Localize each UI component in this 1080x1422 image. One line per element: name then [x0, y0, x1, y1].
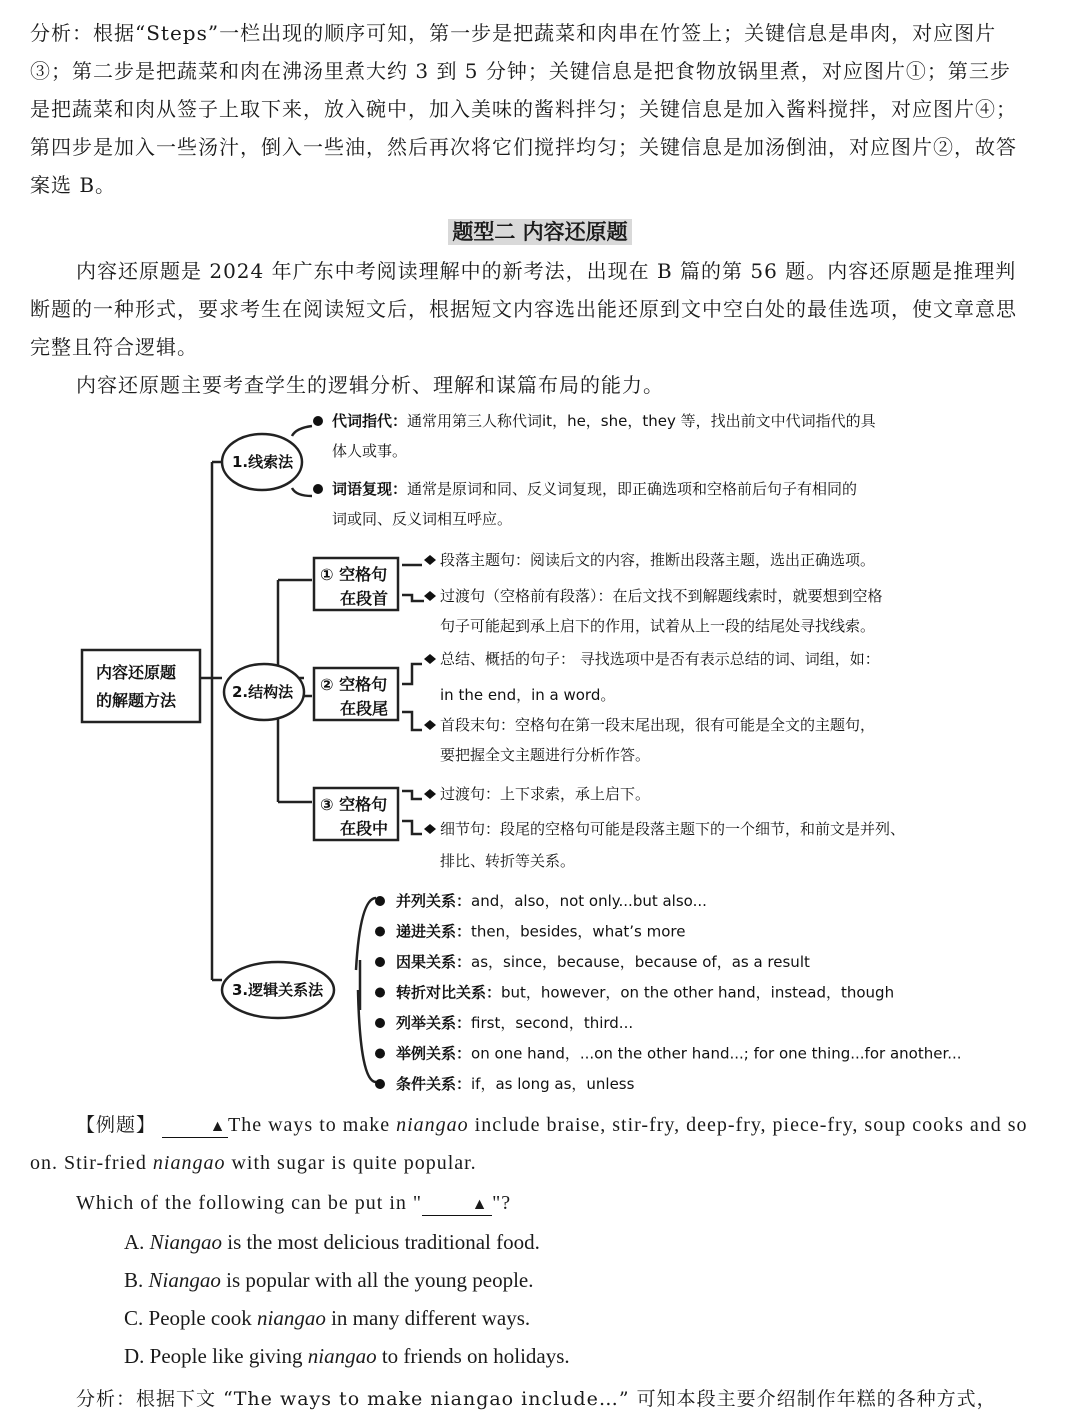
- diamond-bullet-icon: [424, 824, 436, 834]
- clue-item-line-2: 体人或事。: [332, 442, 408, 460]
- diamond-bullet-icon: [424, 789, 436, 799]
- structure-box-line-1: ② 空格句: [320, 675, 388, 694]
- prompt-post: "?: [492, 1192, 512, 1214]
- example-question: [30, 1106, 1030, 1182]
- option-letter: A.: [124, 1230, 150, 1254]
- logic-item: 举例关系：on one hand，...on the other hand...; for one thing...for another...: [396, 1044, 962, 1063]
- logic-fan-1: [356, 898, 376, 970]
- structure-box-line-1: ① 空格句: [320, 565, 388, 584]
- diamond-bullet-icon: [424, 720, 436, 730]
- clue-item-line: 词语复现：通常是原词和同、反义词复现，即正确选项和空格前后句子有相同的: [332, 480, 858, 498]
- option-letter: B.: [124, 1268, 149, 1292]
- g3-line-b: [402, 821, 422, 834]
- option-c: [124, 1306, 530, 1331]
- analysis-paragraph-2: 分析：根据下文 “The ways to make niangao include…” 可知本段主要介绍制作年糕的各种方式，: [76, 1388, 997, 1410]
- prompt-pre: Which of the following can be put in ": [76, 1192, 423, 1214]
- logic-bullet-icon: [375, 896, 385, 906]
- option-word: Niangao: [149, 1230, 223, 1254]
- clue-bullet-icon: [313, 484, 323, 494]
- g2-line-a: [402, 664, 422, 684]
- g2-line-b: [402, 712, 422, 730]
- logic-item: 列举关系：first，second，third...: [396, 1014, 634, 1032]
- structure-item-line: 过渡句（空格前有段落）：在后文找不到解题线索时，就要想到空格: [440, 587, 883, 605]
- example-prompt: [30, 1184, 1030, 1222]
- g3-line-a: [402, 791, 422, 799]
- logic-bullet-icon: [375, 1018, 385, 1028]
- g1-line-b: [402, 595, 424, 601]
- clue-bullet-icon: [313, 416, 323, 426]
- structure-item-line: 段落主题句：阅读后文的内容，推断出段落主题，选出正确选项。: [440, 551, 876, 569]
- option-post: is the most delicious traditional food.: [222, 1230, 540, 1254]
- example-tag: 【例题】: [76, 1114, 157, 1136]
- example-word-2: niangao: [152, 1152, 226, 1174]
- structure-box-line-2: 在段尾: [340, 699, 389, 718]
- logic-item: 递进关系：then，besides，what’s more: [396, 922, 686, 941]
- logic-label: 3.逻辑关系法: [232, 981, 324, 999]
- example-word-1: niangao: [396, 1114, 469, 1136]
- option-letter: D.: [124, 1344, 150, 1368]
- option-d: [124, 1344, 570, 1369]
- structure-box-line-2: 在段中: [340, 819, 389, 838]
- example-text-3: with sugar is quite popular.: [225, 1152, 477, 1174]
- logic-item: 因果关系：as，since，because，because of，as a result: [396, 953, 810, 971]
- option-post: is popular with all the young people.: [220, 1268, 534, 1292]
- diamond-bullet-icon: [424, 555, 436, 565]
- root-box: [82, 650, 200, 722]
- logic-bullet-icon: [375, 1079, 385, 1089]
- section-title-text: 题型二 内容还原题: [448, 219, 631, 245]
- logic-item: 并列关系：and，also，not only...but also...: [396, 892, 707, 910]
- option-letter: C.: [124, 1306, 149, 1330]
- option-a: [124, 1230, 540, 1255]
- clue-branch-2: [292, 488, 312, 496]
- intro-paragraph-1: 内容还原题是 2024 年广东中考阅读理解中的新考法，出现在 B 篇的第 56 题。内容还原题是推理判断题的一种形式，要求考生在阅读短文后，根据短文内容选出能还原到文中空白处的最佳选项，使文章意思完整且符合逻辑。: [30, 259, 1017, 359]
- option-post: in many different ways.: [325, 1306, 531, 1330]
- structure-item-line: 过渡句：上下求索，承上启下。: [440, 785, 651, 803]
- prompt-blank: ▲: [422, 1195, 492, 1216]
- mindmap-diagram: [60, 410, 1000, 1100]
- example-text-2: include braise, stir-fry, deep-fry, piece-fry, soup cooks and so on. Stir-fried: [30, 1114, 1028, 1174]
- logic-bullet-icon: [375, 957, 385, 967]
- structure-item-line: 要把握全文主题进行分析作答。: [440, 746, 651, 764]
- logic-bullet-icon: [375, 927, 385, 937]
- clue-item-line-2: 词或同、反义词相互呼应。: [332, 510, 513, 528]
- clue-item-line: 代词指代：通常用第三人称代词it，he，she，they 等，找出前文中代词指代的具: [332, 412, 876, 430]
- structure-item-line: 句子可能起到承上启下的作用，试着从上一段的结尾处寻找线索。: [440, 617, 876, 635]
- intro-paragraph-2: 内容还原题主要考查学生的逻辑分析、理解和谋篇布局的能力。: [76, 373, 664, 397]
- logic-item: 转折对比关系：but，however，on the other hand，instead，though: [396, 983, 895, 1002]
- clue-branch-1: [292, 426, 312, 436]
- logic-item: 条件关系：if，as long as，unless: [396, 1075, 635, 1093]
- example-blank: ▲: [162, 1117, 228, 1138]
- option-word: niangao: [307, 1344, 377, 1368]
- root-label-1: 内容还原题: [96, 663, 177, 682]
- logic-bullet-icon: [375, 1049, 385, 1059]
- structure-item-line: 首段末句：空格句在第一段末尾出现，很有可能是全文的主题句，: [440, 716, 876, 734]
- structure-item-line: 总结、概括的句子： 寻找选项中是否有表示总结的词、词组，如：: [440, 650, 880, 668]
- clue-label: 1.线索法: [232, 453, 294, 471]
- option-pre: People like giving: [149, 1344, 308, 1368]
- structure-item-line: 细节句：段尾的空格句可能是段落主题下的一个细节，和前文是并列、: [440, 820, 906, 838]
- option-post: to friends on holidays.: [376, 1344, 570, 1368]
- option-b: [124, 1268, 533, 1293]
- option-word: niangao: [257, 1306, 326, 1330]
- analysis-paragraph-1: 分析：根据“Steps”一栏出现的顺序可知，第一步是把蔬菜和肉串在竹签上；关键信息是串肉，对应图片③；第二步是把蔬菜和肉在沸汤里煮大约 3 到 5 分钟；关键信息是把食物放锅里煮，对应图片①；第三步是把蔬菜和肉从签子上取下来，放入碗中，加入美味的酱料拌匀；关键信息是加入酱料搅拌，对应图片④；第四步是加入一些汤汁，倒入一些油，然后再次将它们搅拌均匀；关键信息是加汤倒油，对应图片②，故答案选 B。: [30, 21, 1017, 197]
- root-label-2: 的解题方法: [96, 691, 177, 710]
- diamond-bullet-icon: [424, 591, 436, 601]
- structure-item-line: in the end，in a word。: [440, 686, 616, 704]
- example-text-1: The ways to make: [228, 1114, 397, 1136]
- section-title: [0, 216, 1080, 246]
- structure-item-line: 排比、转折等关系。: [440, 852, 576, 870]
- structure-box-line-1: ③ 空格句: [320, 795, 388, 814]
- option-word: Niangao: [148, 1268, 221, 1292]
- diamond-bullet-icon: [424, 654, 436, 664]
- structure-box-line-2: 在段首: [340, 589, 389, 608]
- option-pre: People cook: [148, 1306, 257, 1330]
- structure-label: 2.结构法: [232, 683, 294, 701]
- logic-bullet-icon: [375, 988, 385, 998]
